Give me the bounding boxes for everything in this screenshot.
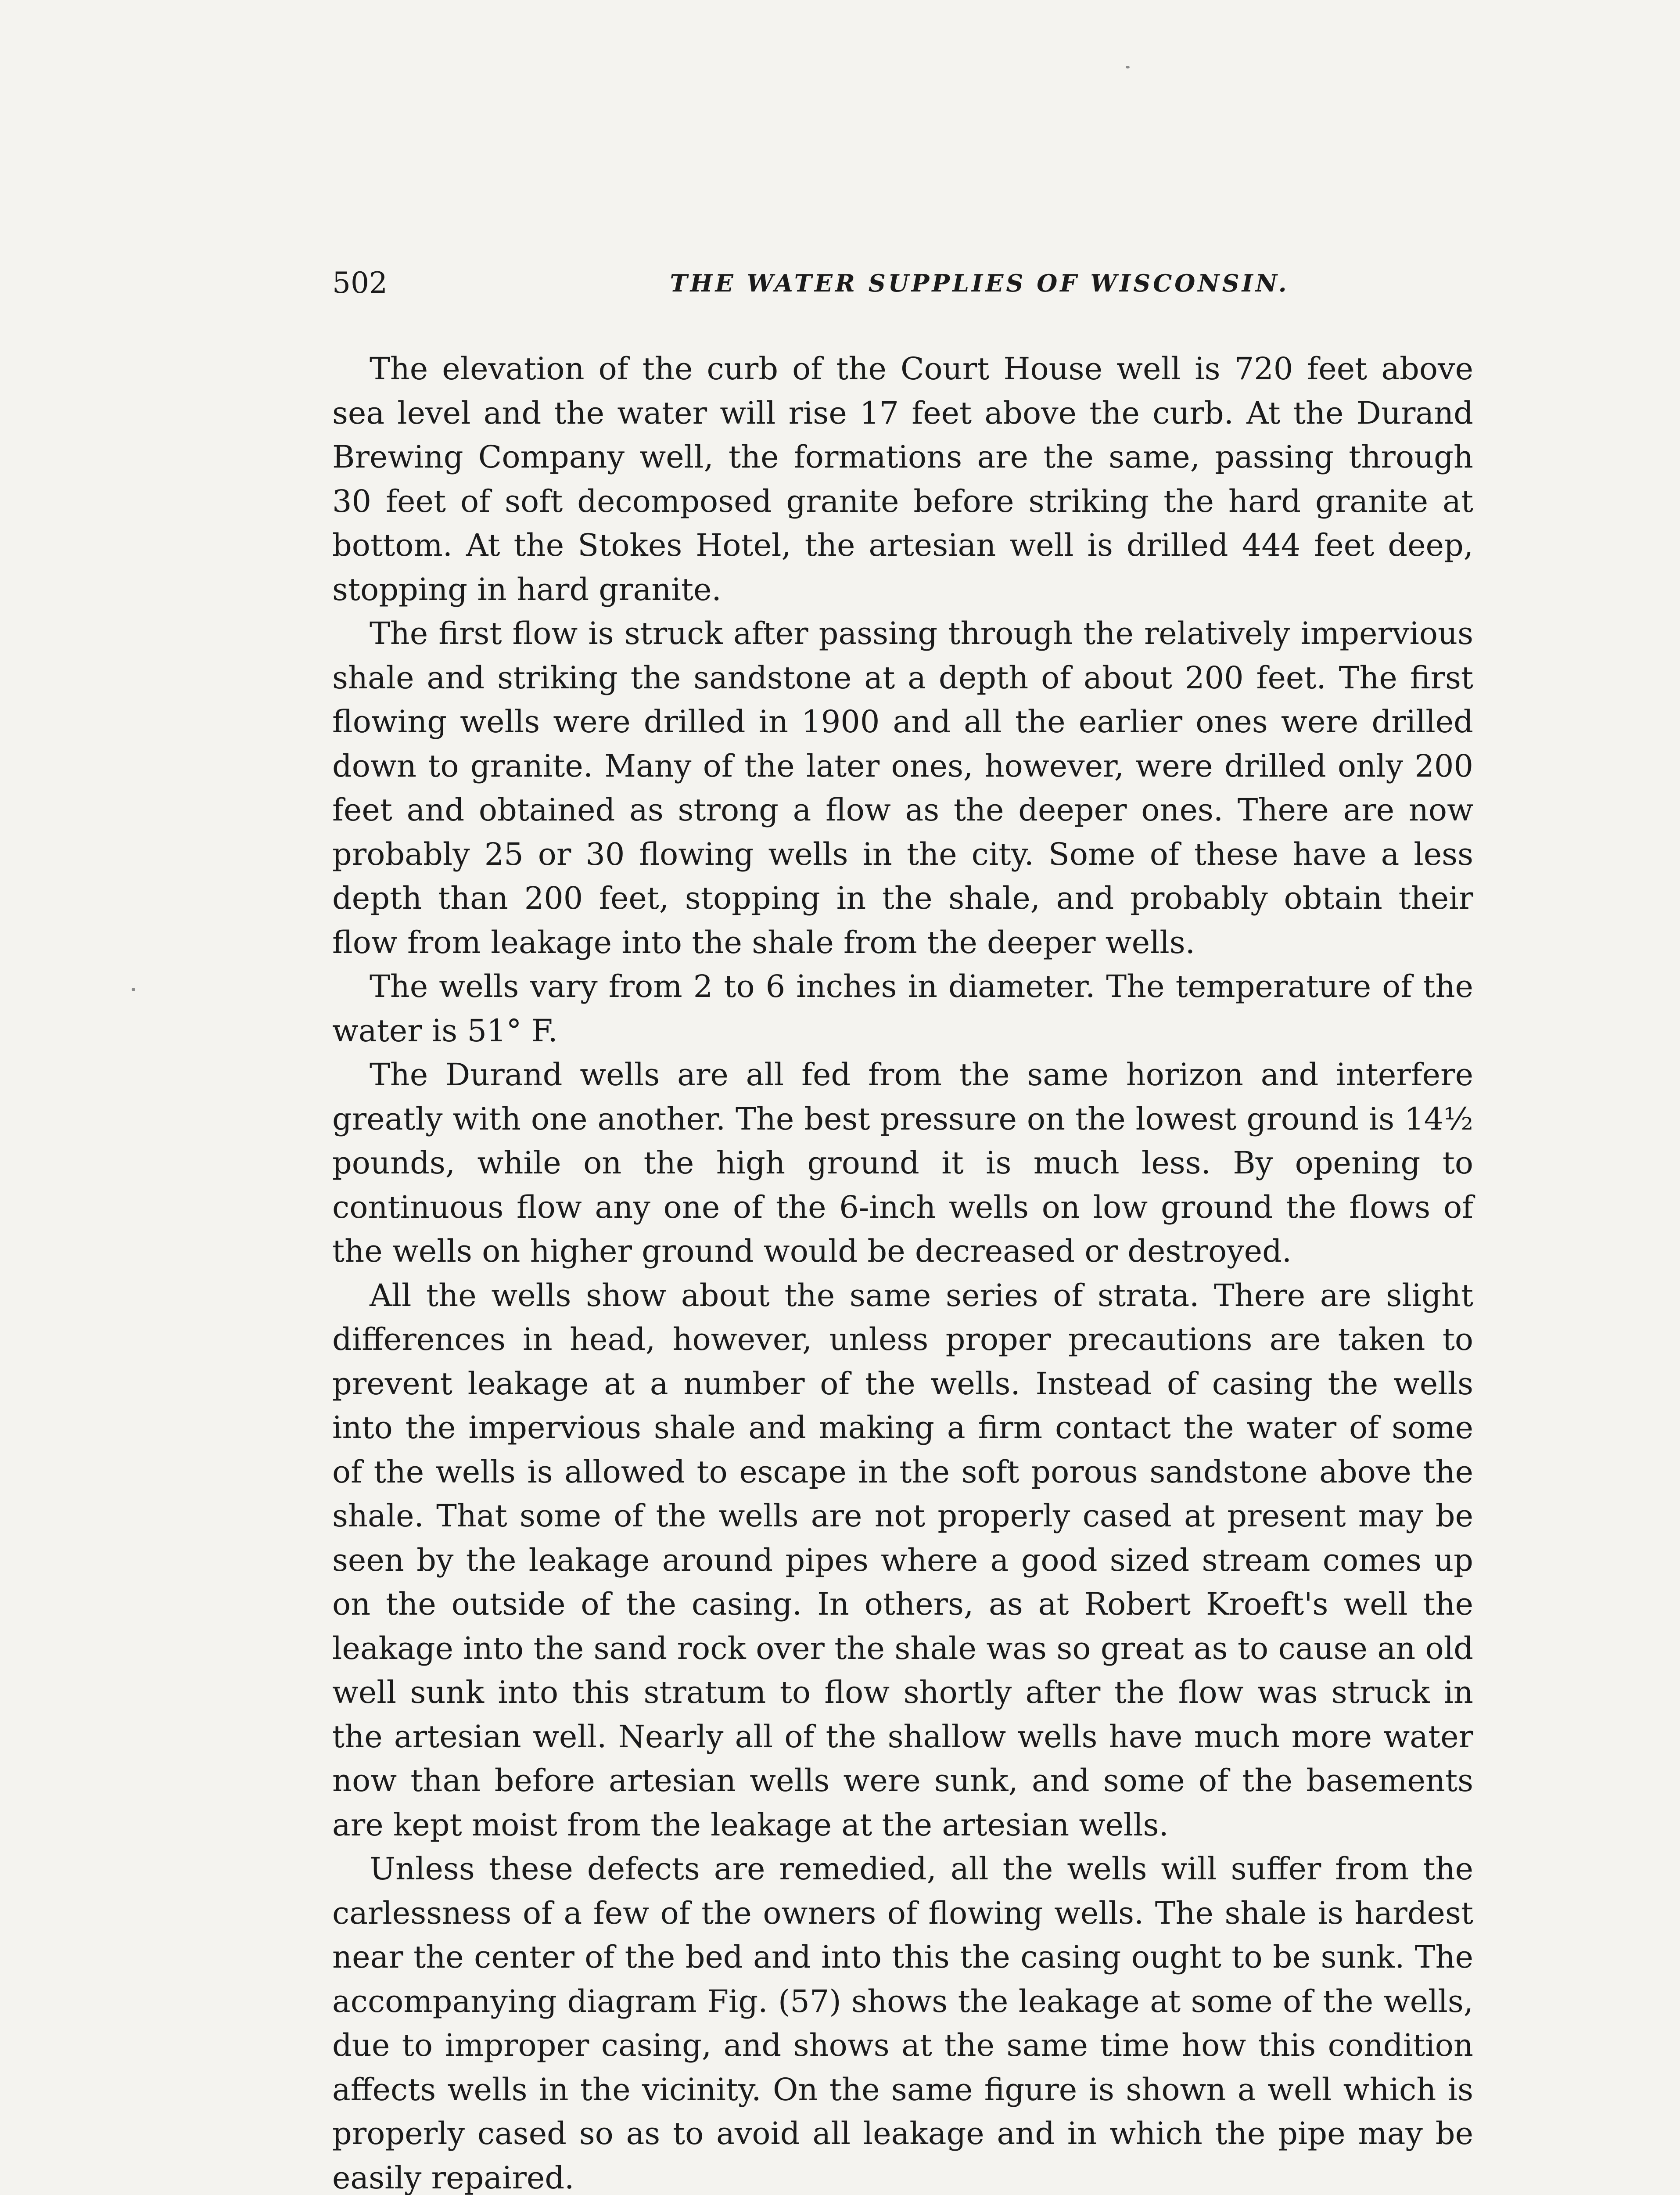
paragraph-5: All the wells show about the same series of strata. There are slight differences in head, however, unless proper precautions are taken to prevent leakage at a number of the wells. Instead of casing the wells into the impervious shale and making a firm contact the water of some of the wells is allowed to escape in the soft porous sandstone above the shale. That some of the wells are not properly cased at present may be seen by the leakage around pipes where a good sized stream comes up on the outside of the casing. In others, as at Robert Kroeft's well the leakage into the sand rock over the shale was so great as to cause an old well sunk into this stratum to flow shortly after the flow was struck in the artesian well. Nearly all of the shallow wells have much more water now than before artesian wells were sunk, and some of the basements are kept moist from the leakage at the artesian wells.: [332, 1277, 1473, 1843]
body-text: [332, 347, 1473, 2195]
paragraph-4: The Durand wells are all fed from the same horizon and interfere greatly with one another. The best pressure on the lowest ground is 14½ pounds, while on the high ground it is much less. By opening to continuous flow any one of the 6-inch wells on low ground the flows of the wells on higher ground would be decreased or destroyed.: [332, 1057, 1473, 1269]
paragraph-3: The wells vary from 2 to 6 inches in diameter. The temperature of the water is 51° F.: [332, 968, 1473, 1049]
page-header: [332, 259, 1443, 307]
running-title: THE WATER SUPPLIES OF WISCONSIN.: [670, 269, 1289, 297]
page-number: 502: [332, 266, 388, 300]
scan-speck: [1126, 66, 1130, 68]
paragraph-6: Unless these defects are remedied, all the wells will suffer from the carlessness of a few of the owners of flowing wells. The shale is hardest near the center of the bed and into this the casing ought to be sunk. The accompanying diagram Fig. (57) shows the leakage at some of the wells, due to improper casing, and shows at the same time how this condition affects wells in the vicinity. On the same figure is shown a well which is properly cased so as to avoid all leakage and in which the pipe may be easily repaired.: [332, 1851, 1473, 2195]
scan-speck: [132, 988, 135, 991]
paragraph-2: The first flow is struck after passing through the relatively impervious shale and striking the sandstone at a depth of about 200 feet. The first flowing wells were drilled in 1900 and all the earlier ones were drilled down to granite. Many of the later ones, however, were drilled only 200 feet and obtained as strong a flow as the deeper ones. There are now probably 25 or 30 flowing wells in the city. Some of these have a less depth than 200 feet, stopping in the shale, and probably obtain their flow from leakage into the shale from the deeper wells.: [332, 615, 1473, 961]
paragraph-1: The elevation of the curb of the Court House well is 720 feet above sea level and the water will rise 17 feet above the curb. At the Durand Brewing Company well, the formations are the same, passing through 30 feet of soft decomposed granite before striking the hard granite at bottom. At the Stokes Hotel, the artesian well is drilled 444 feet deep, stopping in hard granite.: [332, 351, 1473, 608]
